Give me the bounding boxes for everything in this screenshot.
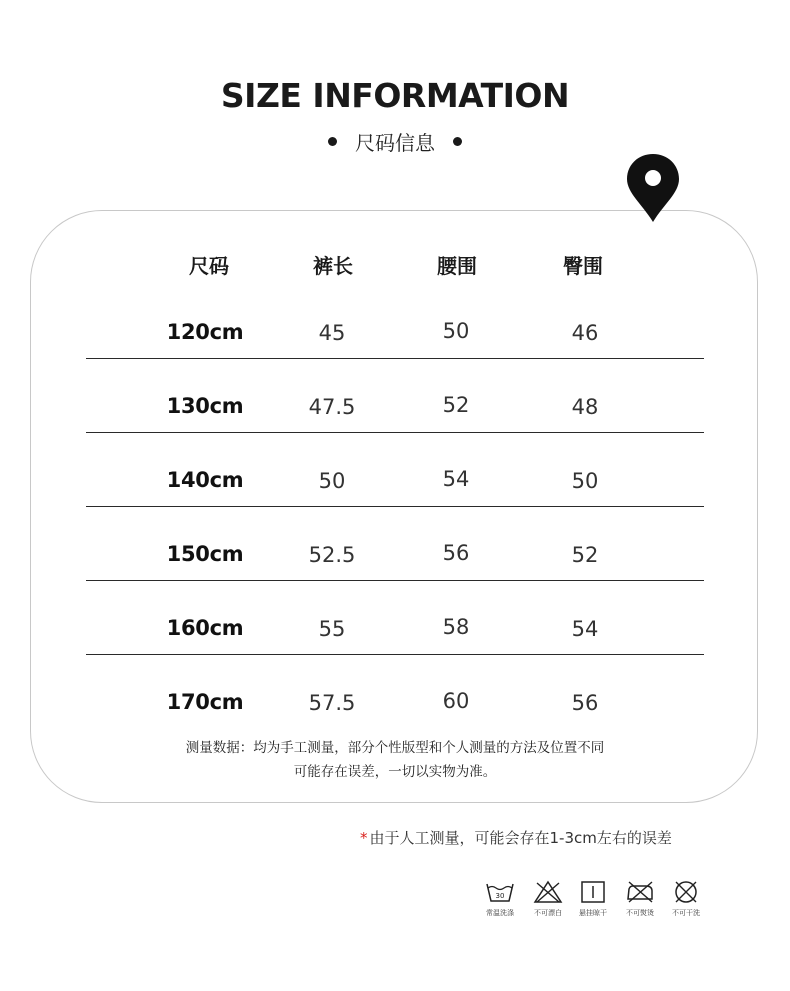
waist-cell: 50: [442, 319, 470, 343]
length-cell: 45: [318, 321, 346, 345]
measurement-note-line2: 可能存在误差，一切以实物为准。: [293, 764, 497, 780]
table-row: [0, 656, 790, 730]
row-divider: [86, 580, 704, 581]
measurement-note-line1: 测量数据：均为手工测量，部分个性版型和个人测量的方法及位置不同: [185, 740, 605, 756]
care-label: 悬挂晾干: [579, 909, 607, 917]
header-hip: 臀围: [563, 254, 603, 278]
location-pin-icon: [624, 152, 682, 224]
table-row: [0, 286, 790, 360]
care-label: 常温洗涤: [486, 909, 514, 917]
waist-cell: 56: [442, 541, 470, 565]
table-row: [0, 582, 790, 656]
hang-dry-icon: [579, 880, 607, 904]
care-label: 不可干洗: [672, 909, 700, 917]
row-divider: [86, 654, 704, 655]
row-divider: [86, 358, 704, 359]
disclaimer: [360, 827, 672, 848]
row-divider: [86, 432, 704, 433]
size-cell: 140cm: [166, 468, 244, 492]
subtitle: 尺码信息: [355, 130, 435, 155]
wash-temperature-label: 30: [495, 892, 505, 900]
size-cell: 150cm: [166, 542, 244, 566]
asterisk-mark: *: [360, 829, 368, 847]
disclaimer-text: 由于人工测量，可能会存在1-3cm左右的误差: [369, 829, 672, 847]
header-waist: 腰围: [437, 254, 477, 278]
size-cell: 120cm: [166, 320, 244, 344]
length-cell: 47.5: [308, 395, 356, 419]
hip-cell: 50: [571, 469, 599, 493]
bullet-dot-left: [328, 137, 337, 146]
length-cell: 55: [318, 617, 346, 641]
waist-cell: 52: [442, 393, 470, 417]
header-length: 裤长: [313, 254, 353, 278]
bullet-dot-right: [453, 137, 462, 146]
hip-cell: 54: [571, 617, 599, 641]
length-cell: 52.5: [308, 543, 356, 567]
table-row: [0, 508, 790, 582]
waist-cell: 60: [442, 689, 470, 713]
header-size: 尺码: [189, 254, 229, 278]
length-cell: 50: [318, 469, 346, 493]
hip-cell: 56: [571, 691, 599, 715]
wash-30-icon: [484, 880, 516, 904]
size-cell: 170cm: [166, 690, 244, 714]
care-label: 不可漂白: [534, 909, 562, 917]
page-title: SIZE INFORMATION: [220, 76, 570, 115]
waist-cell: 54: [442, 467, 470, 491]
row-divider: [86, 506, 704, 507]
hip-cell: 48: [571, 395, 599, 419]
no-bleach-icon: [533, 880, 563, 904]
care-no-dry-clean: [656, 880, 716, 918]
hip-cell: 52: [571, 543, 599, 567]
no-dry-clean-icon: [672, 880, 700, 904]
waist-cell: 58: [442, 615, 470, 639]
size-cell: 160cm: [166, 616, 244, 640]
table-row: [0, 434, 790, 508]
care-label: 不可熨烫: [626, 909, 654, 917]
table-row: [0, 360, 790, 434]
hip-cell: 46: [571, 321, 599, 345]
no-iron-icon: [625, 880, 655, 904]
size-cell: 130cm: [166, 394, 244, 418]
length-cell: 57.5: [308, 691, 356, 715]
